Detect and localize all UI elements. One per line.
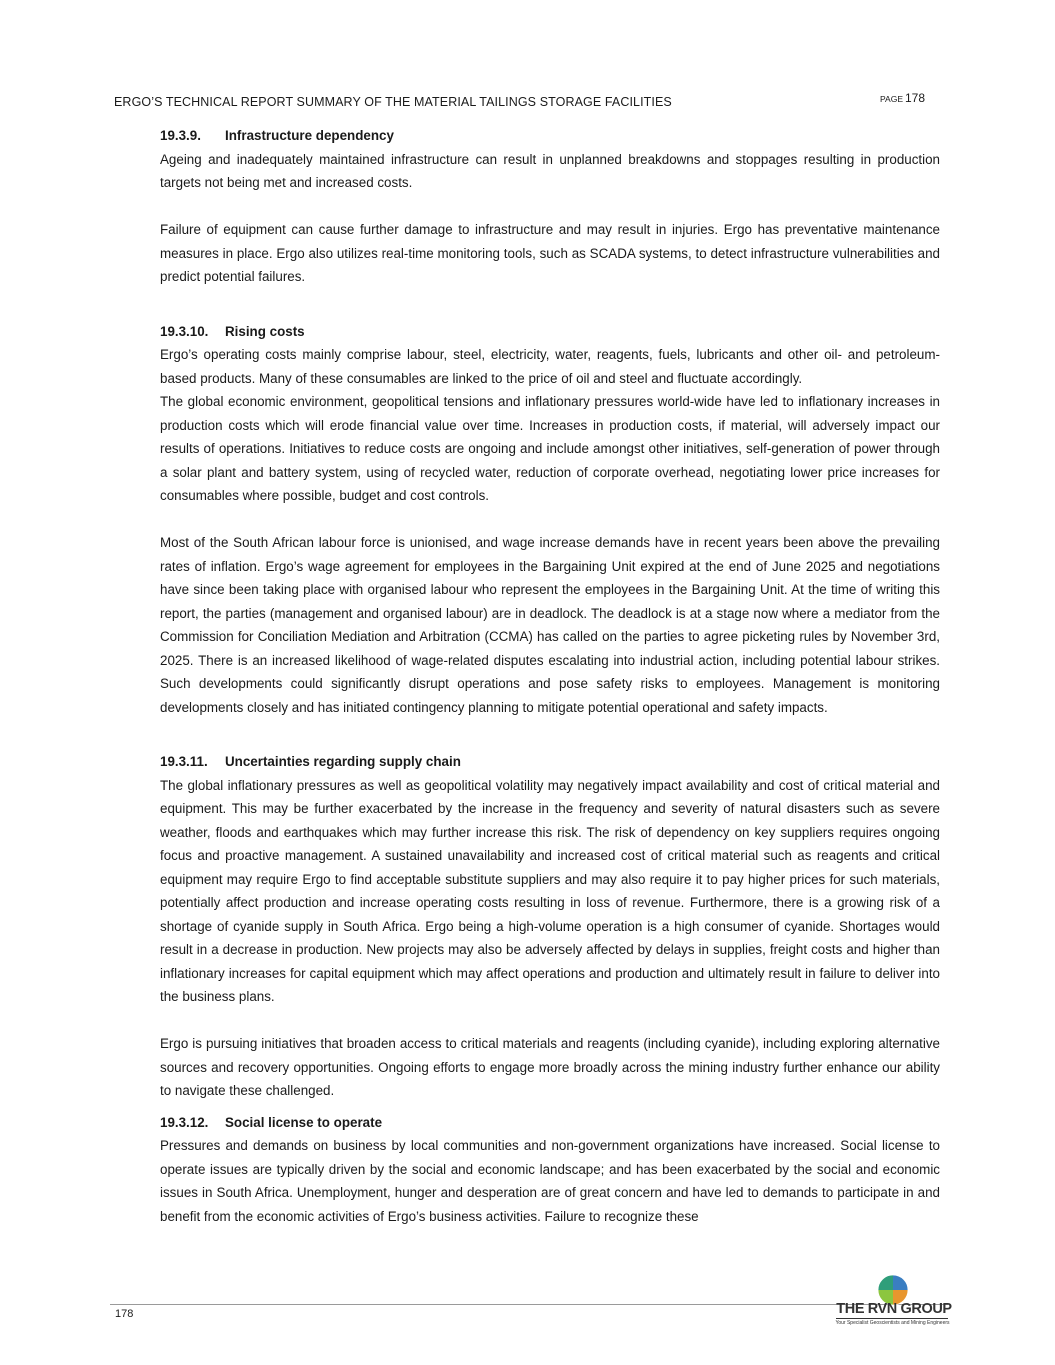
header-page-number: 178 [905,91,926,105]
paragraph: Failure of equipment can cause further damage to infrastructure and may result in injuries. Ergo has preventative maintenance measures in place. Ergo also utilizes real-time monitoring tools, such as SCADA systems, to detect infrastructure vulnerabilities and predict potential failures. [160,222,940,284]
section-title: Uncertainties regarding supply chain [225,754,461,769]
paragraph: Ergo’s operating costs mainly comprise labour, steel, electricity, water, reagents, fuels, lubricants and other oil- and petroleum-based products. Many of these consumables are linked to the price of oil and steel and fluctuate accordingly. [160,347,940,386]
logo-tagline: Your Specialist Geoscientists and Mining Engineers [835,1320,950,1326]
logo-wordmark: THE RVN GROUP [836,1301,952,1317]
section-number: 19.3.11. [160,754,208,769]
paragraph: The global economic environment, geopolitical tensions and inflationary pressures world-wide have led to inflationary increases in production costs which will erode financial value over time. Increases in production costs, if material, will adversely impact our results of operations. Initiatives to reduce costs are ongoing and include amongst other initiatives, self-generation of power through a solar plant and battery system, using of recycled water, reduction of corporate overhead, negotiating lower price increases for consumables where possible, budget and cost controls. [160,394,940,503]
section-heading-social-license [160,1111,940,1135]
document-header-title: ERGO’S TECHNICAL REPORT SUMMARY OF THE MATERIAL TAILINGS STORAGE FACILITIES [114,95,672,109]
footer-page-number: 178 [115,1308,134,1320]
paragraph: Ageing and inadequately maintained infrastructure can result in unplanned breakdowns and stoppages resulting in production targets not being met and increased costs. [160,151,940,190]
section-title: Social license to operate [225,1114,383,1130]
paragraph: Most of the South African labour force is unionised, and wage increase demands have in recent years been above the prevailing rates of inflation. Ergo’s wage agreement for employees in the Bargaining Unit expired at the end of June 2025 and negotiations have since been taking place with organised labour who represent the employees in the Bargaining Unit. At the time of writing this report, the parties (management and organised labour) are in deadlock. The deadlock is at a stage now where a mediator from the Commission for Conciliation Mediation and Arbitration (CCMA) has called on the parties to agree picketing rules by November 3rd, 2025. There is an increased likelihood of wage-related disputes escalating into industrial action, including potential labour strikes. Such developments could significantly disrupt operations and pose safety risks to employees. Management is monitoring developments closely and has initiated contingency planning to mitigate potential operational and safety impacts. [160,535,940,715]
section-number: 19.3.12. [160,1114,209,1130]
section-title: Rising costs [225,323,305,339]
document-body [160,124,940,1228]
section-number: 19.3.9. [160,128,201,143]
paragraph: The global inflationary pressures as well as geopolitical volatility may negatively impact availability and cost of critical material and equipment. This may be further exacerbated by the increase in the frequency and severity of natural disasters such as severe weather, floods and earthquakes which may further increase this risk. The risk of dependency on key suppliers requires ongoing focus and proactive management. A sustained unavailability and increased cost of critical material such as reagents and critical equipment may require Ergo to find acceptable substitute suppliers and may also require it to pay higher prices for such materials, potentially affect production and increase operating costs resulting in loss of revenue. Furthermore, there is a growing risk of a shortage of cyanide supply in South Africa. Ergo being a high-volume operation is a high consumer of cyanide. Shortages would result in a decrease in production. New projects may also be adversely affected by delays in supplies, freight costs and higher than inflationary increases for capital equipment which may affect operations and production and ultimately result in failure to deliver into the business plans. [160,777,940,1004]
section-number: 19.3.10. [160,323,209,339]
section-heading-infrastructure [160,124,940,148]
header-page-label [880,91,925,105]
paragraph: Pressures and demands on business by local communities and non-government organizations have increased. Social license to operate issues are typically driven by the social and economic landscape; and has been exacerbated by the social and economic issues in South Africa. Unemployment, hunger and desperation are of great concern and have led to demands to participate in and benefit from the economic activities of Ergo’s business activities. Failure to recognize these [160,1138,940,1224]
paragraph: Ergo is pursuing initiatives that broaden access to critical materials and reagents (including cyanide), including exploring alternative sources and recovery opportunities. Ongoing efforts to engage more broadly across the mining industry further enhance our ability to navigate these challenged. [160,1036,940,1098]
section-title: Infrastructure dependency [225,128,394,143]
footer-divider [110,1304,948,1305]
logo-underline [836,1318,948,1319]
page-prefix: PAGE [880,94,903,104]
section-heading-supply-chain [160,750,940,774]
section-heading-rising-costs [160,320,940,344]
company-logo [830,1272,955,1332]
